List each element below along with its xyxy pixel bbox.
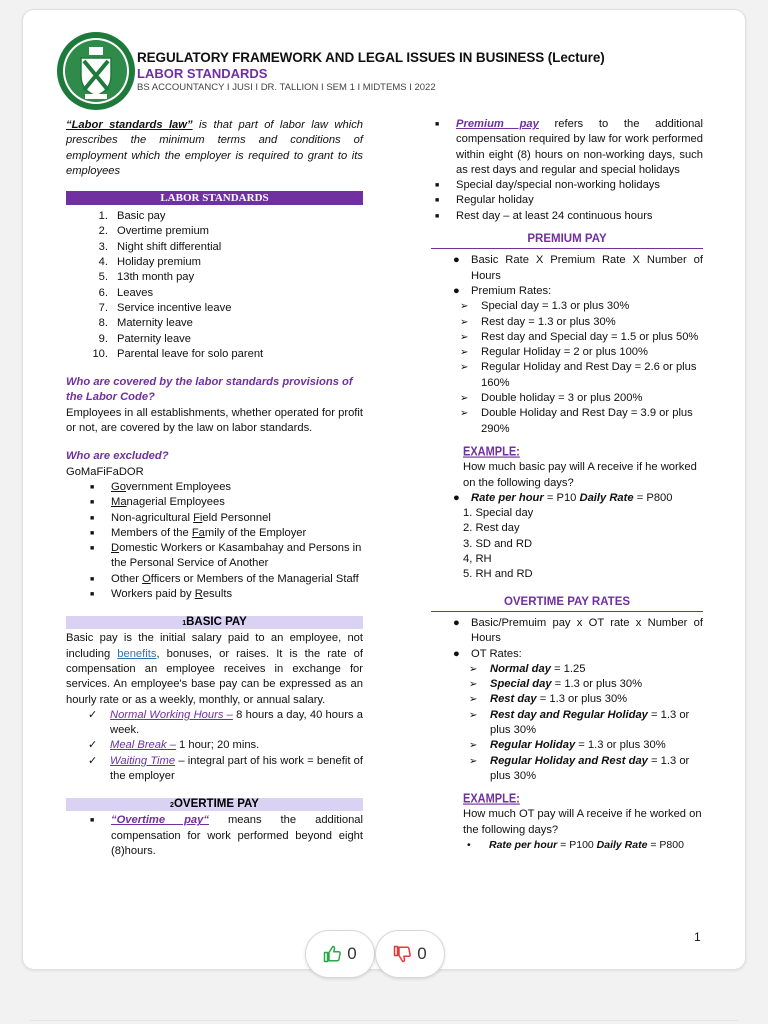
overtime-pay-heading: OVERTIME PAY bbox=[173, 798, 259, 811]
document-title: REGULATORY FRAMEWORK AND LEGAL ISSUES IN BUSINESS (Lecture) bbox=[137, 50, 605, 65]
list-item bbox=[469, 754, 703, 785]
excluded-rest: fficers or Members of the Managerial Staff bbox=[150, 572, 359, 585]
excluded-question: Who are excluded? bbox=[66, 450, 169, 463]
list-item bbox=[453, 253, 703, 284]
ot-rate-term-wrap bbox=[490, 709, 648, 721]
premium-rate: Double holiday = 3 or plus 200% bbox=[481, 392, 643, 405]
list-item bbox=[86, 541, 363, 572]
benefits-link[interactable]: benefits bbox=[117, 647, 157, 660]
square-bullet-icon: ■ bbox=[90, 817, 95, 825]
list-item bbox=[453, 491, 703, 506]
dot-bullet-icon: • bbox=[467, 839, 471, 852]
item-label: Leaves bbox=[117, 286, 154, 299]
square-bullet-icon: ■ bbox=[90, 483, 95, 491]
list-item bbox=[460, 360, 703, 391]
list-item bbox=[460, 315, 703, 330]
list-item bbox=[86, 255, 363, 270]
item-label: 13th month pay bbox=[117, 271, 195, 284]
arrow-bullet-icon: ➢ bbox=[460, 316, 469, 328]
example-day: 5. RH and RD bbox=[463, 568, 533, 581]
square-bullet-icon: ■ bbox=[90, 529, 95, 537]
example-2-label: EXAMPLE: bbox=[463, 792, 520, 806]
excluded-prefix: Members of the bbox=[111, 526, 192, 539]
list-item bbox=[86, 511, 363, 526]
arrow-bullet-icon: ➢ bbox=[469, 740, 478, 752]
labor-standards-list bbox=[66, 209, 363, 362]
basic-pay-text-1: Basic pay is the initial salary paid to an employee, not including bbox=[66, 632, 363, 660]
excluded-rest: vernment Employees bbox=[125, 480, 232, 493]
arrow-bullet-icon: ➢ bbox=[469, 709, 478, 721]
ot-rate-term-wrap bbox=[490, 739, 575, 751]
premium-rate: Regular Holiday and Rest Day = 2.6 or plus 160% bbox=[481, 361, 697, 389]
premium-intro-text bbox=[456, 178, 703, 193]
rate-per-hour-value: = P10 bbox=[543, 491, 580, 504]
list-item bbox=[86, 301, 363, 316]
checkmark-icon: ✓ bbox=[88, 708, 98, 721]
list-item bbox=[86, 286, 363, 301]
list-item bbox=[86, 224, 363, 239]
check-rest: 8 hours a day, 40 hours a week. bbox=[110, 708, 363, 737]
item-number: 7. bbox=[98, 301, 108, 314]
check-term: Waiting Time bbox=[110, 754, 176, 767]
list-item bbox=[86, 332, 363, 347]
excluded-mnemonic-letters: Fa bbox=[191, 526, 205, 539]
example-day: 2. Rest day bbox=[463, 522, 520, 535]
excluded-rest: nagerial Employees bbox=[126, 496, 225, 509]
item-number: 3. bbox=[98, 240, 108, 253]
overtime-pay-number: 2 bbox=[170, 802, 174, 810]
rate-per-hour-label: Rate per hour bbox=[489, 839, 558, 852]
premium-pay-list bbox=[431, 253, 703, 299]
list-item bbox=[431, 193, 703, 208]
overtime-text: means the additional compensation for work performed beyond eight (8)hours. bbox=[111, 814, 363, 857]
overtime-rates-heading: OVERTIME PAY RATES bbox=[431, 595, 703, 612]
ot-rate-term-wrap bbox=[490, 693, 537, 705]
premium-rate: Rest day = 1.3 or plus 30% bbox=[481, 315, 616, 328]
square-bullet-icon: ■ bbox=[90, 514, 95, 522]
document-subtitle: LABOR STANDARDS bbox=[137, 66, 268, 81]
example-1-question: How much basic pay will A receive if he worked on the following days? bbox=[463, 461, 697, 489]
square-bullet-icon: ■ bbox=[90, 499, 95, 507]
item-label: Service incentive leave bbox=[117, 301, 232, 314]
daily-rate-value: = P800 bbox=[647, 839, 684, 852]
excluded-mnemonic-letters: D bbox=[111, 542, 120, 555]
excluded-mnemonic-letters: Ma bbox=[111, 496, 127, 509]
list-item bbox=[431, 117, 703, 178]
list-item bbox=[86, 813, 363, 859]
checkmark-icon: ✓ bbox=[88, 739, 98, 752]
excluded-rest: eld Personnel bbox=[202, 511, 271, 524]
ot-rate-value: = 1.25 bbox=[550, 662, 586, 675]
list-item bbox=[86, 480, 363, 495]
item-label: Overtime premium bbox=[117, 225, 210, 238]
dot-bullet-icon: ● bbox=[453, 491, 460, 504]
intro-term: “Labor standards law” bbox=[66, 119, 193, 131]
example-day: 3. SD and RD bbox=[463, 537, 533, 550]
intro-paragraph bbox=[66, 118, 363, 179]
basic-pay-paragraph bbox=[66, 631, 363, 707]
page-number: 1 bbox=[694, 930, 701, 944]
premium-rate: Double Holiday and Rest Day = 3.9 or plus 290% bbox=[481, 407, 693, 435]
example-1-days bbox=[431, 506, 703, 582]
excluded-mnemonic: GoMaFiFaDOR bbox=[66, 465, 144, 478]
example-1-rate-list bbox=[431, 491, 703, 506]
check-text bbox=[110, 754, 363, 785]
premium-intro-rest: refers to the additional compensation required by law for work performed within eight (8) hours on non-working days, such as rest days and regular and special holidays bbox=[456, 118, 704, 176]
list-item bbox=[86, 240, 363, 255]
square-bullet-icon: ■ bbox=[435, 121, 440, 128]
dot-bullet-icon: ● bbox=[453, 616, 460, 629]
arrow-bullet-icon: ➢ bbox=[469, 755, 478, 767]
excluded-text bbox=[111, 587, 363, 602]
example-1-label: EXAMPLE: bbox=[463, 444, 520, 459]
excluded-list bbox=[66, 480, 363, 602]
ot-rate bbox=[490, 692, 703, 707]
covered-question: Who are covered by the labor standards provisions of the Labor Code? bbox=[66, 376, 353, 404]
premium-intro-list bbox=[431, 117, 703, 224]
excluded-text bbox=[111, 526, 363, 541]
arrow-bullet-icon: ➢ bbox=[460, 347, 469, 359]
basic-pay-number: 1 bbox=[182, 620, 187, 628]
list-item bbox=[469, 692, 703, 707]
item-number: 2. bbox=[98, 225, 108, 238]
ot-rate-term: Rest day bbox=[490, 693, 537, 706]
arrow-bullet-icon: ➢ bbox=[460, 331, 469, 343]
excluded-mnemonic-letters: R bbox=[194, 588, 203, 601]
premium-rate: Rest day and Special day = 1.5 or plus 50% bbox=[481, 330, 699, 343]
ot-rate bbox=[490, 738, 703, 753]
daily-rate-value: = P800 bbox=[633, 491, 673, 504]
list-item bbox=[460, 299, 703, 314]
list-item bbox=[86, 572, 363, 587]
ot-rate-term: Regular Holiday bbox=[490, 739, 576, 752]
ot-rate-value: = 1.3 or plus 30% bbox=[536, 693, 628, 706]
excluded-prefix: Non-agricultural bbox=[111, 511, 194, 524]
ot-rate-term-wrap bbox=[490, 755, 648, 767]
premium-rate: Regular Holiday = 2 or plus 100% bbox=[481, 346, 648, 359]
list-item bbox=[86, 495, 363, 510]
ot-rate-value: = 1.3 or plus 30% bbox=[490, 754, 690, 782]
item-number: 4. bbox=[98, 256, 108, 269]
square-bullet-icon: ■ bbox=[90, 591, 95, 599]
item-label: Parental leave for solo parent bbox=[117, 347, 264, 360]
rate-per-hour-label: Rate per hour bbox=[471, 491, 544, 504]
excluded-rest: omestic Workers or Kasambahay and Persons in the Personal Service of Another bbox=[111, 542, 362, 570]
ot-rate bbox=[490, 708, 703, 739]
premium-intro-rest: Rest day – at least 24 continuous hours bbox=[456, 209, 653, 222]
premium-pay-heading: PREMIUM PAY bbox=[431, 232, 703, 249]
ot-rate-value: = 1.3 or plus 30% bbox=[575, 739, 666, 752]
excluded-text bbox=[111, 541, 363, 572]
arrow-bullet-icon: ➢ bbox=[460, 393, 469, 405]
check-rest: 1 hour; 20 mins. bbox=[175, 739, 260, 752]
excluded-text bbox=[111, 480, 363, 495]
list-item bbox=[86, 316, 363, 331]
checkmark-icon: ✓ bbox=[88, 754, 98, 767]
basic-pay-bar bbox=[66, 616, 363, 629]
check-text bbox=[110, 708, 363, 739]
excluded-text bbox=[111, 572, 363, 587]
arrow-bullet-icon: ➢ bbox=[469, 663, 478, 675]
overtime-term: “Overtime pay“ bbox=[111, 814, 209, 827]
arrow-bullet-icon: ➢ bbox=[469, 679, 478, 691]
premium-rate: Special day = 1.3 or plus 30% bbox=[481, 300, 630, 313]
excluded-text bbox=[111, 495, 363, 510]
ot-rate bbox=[490, 677, 703, 692]
square-bullet-icon: ■ bbox=[435, 182, 440, 190]
ot-rate bbox=[490, 662, 703, 677]
ot-rate-value: = 1.3 or plus 30% bbox=[551, 678, 643, 691]
arrow-bullet-icon: ➢ bbox=[460, 301, 469, 313]
ot-rate bbox=[490, 754, 703, 785]
item-number: 10. bbox=[92, 347, 108, 360]
list-item bbox=[469, 662, 703, 677]
basic-pay-checklist bbox=[66, 708, 363, 784]
list-item bbox=[460, 345, 703, 360]
check-term: Normal Working Hours – bbox=[110, 708, 233, 721]
daily-rate-label: Daily Rate bbox=[579, 491, 634, 504]
ot-rates-label: OT Rates: bbox=[471, 647, 522, 660]
excluded-text bbox=[111, 511, 363, 526]
example-2-rate-list bbox=[431, 838, 703, 853]
list-item bbox=[431, 209, 703, 224]
list-item bbox=[86, 270, 363, 285]
premium-rates-list bbox=[431, 299, 703, 437]
arrow-bullet-icon: ➢ bbox=[469, 694, 478, 706]
example-2-question: How much OT pay will A receive if he worked on the following days? bbox=[463, 808, 702, 836]
excluded-mnemonic-letters: O bbox=[142, 572, 151, 585]
ot-rate-term: Normal day bbox=[490, 662, 551, 675]
document-meta: BS ACCOUNTANCY I JUSI I DR. TALLION I SEM 1 I MIDTEMS I 2022 bbox=[137, 82, 436, 93]
thumbs-up-icon bbox=[323, 945, 341, 963]
excluded-mnemonic-letters: Go bbox=[111, 480, 126, 493]
premium-term: Premium pay bbox=[456, 118, 539, 130]
list-item bbox=[86, 738, 363, 753]
rate-per-hour-value: = P100 bbox=[557, 839, 597, 852]
excluded-rest: mily of the Employer bbox=[204, 526, 307, 539]
list-item bbox=[469, 708, 703, 739]
list-item bbox=[469, 677, 703, 692]
premium-rates-label: Premium Rates: bbox=[471, 284, 552, 297]
excluded-mnemonic-letters: Fi bbox=[193, 511, 203, 524]
premium-intro-text bbox=[456, 193, 703, 208]
document-page bbox=[22, 9, 746, 970]
overtime-rates-list bbox=[431, 616, 703, 662]
excluded-prefix: Workers paid by bbox=[111, 588, 195, 601]
ot-rate-term: Regular Holiday and Rest day bbox=[490, 754, 648, 767]
list-item bbox=[460, 330, 703, 345]
list-item bbox=[453, 647, 703, 662]
check-text bbox=[110, 738, 363, 753]
list-item bbox=[453, 616, 703, 647]
ot-formula: Basic/Premuim pay x OT rate x Number of Hours bbox=[471, 616, 703, 645]
overtime-list bbox=[66, 813, 363, 859]
list-item bbox=[86, 708, 363, 739]
square-bullet-icon: ■ bbox=[435, 212, 440, 220]
item-number: 6. bbox=[98, 286, 108, 299]
ot-rates-sublist bbox=[431, 662, 703, 784]
list-item bbox=[460, 391, 703, 406]
dot-bullet-icon: ● bbox=[453, 254, 460, 267]
premium-intro-text bbox=[456, 117, 703, 178]
item-label: Holiday premium bbox=[117, 256, 201, 269]
ot-rate-term-wrap bbox=[490, 663, 551, 675]
square-bullet-icon: ■ bbox=[90, 545, 95, 553]
excluded-prefix: Other bbox=[111, 572, 143, 585]
covered-answer: Employees in all establishments, whether operated for profit or not, are covered by the law on labor standards. bbox=[66, 406, 363, 435]
thumbs-down-icon bbox=[393, 945, 411, 963]
list-item bbox=[460, 406, 703, 437]
labor-standards-bar: LABOR STANDARDS bbox=[66, 191, 363, 205]
dot-bullet-icon: ● bbox=[453, 284, 460, 297]
ot-rate-term-wrap bbox=[490, 678, 552, 690]
arrow-bullet-icon: ➢ bbox=[460, 362, 469, 374]
daily-rate-label: Daily Rate bbox=[596, 839, 648, 852]
footer-divider bbox=[30, 1020, 738, 1021]
item-label: Maternity leave bbox=[117, 317, 193, 330]
list-item bbox=[467, 838, 703, 853]
list-item bbox=[86, 526, 363, 541]
item-number: 5. bbox=[98, 271, 108, 284]
arrow-bullet-icon: ➢ bbox=[460, 408, 469, 420]
school-seal-logo bbox=[55, 30, 137, 112]
downvote-count: 0 bbox=[417, 944, 427, 963]
list-item bbox=[86, 209, 363, 224]
item-number: 1. bbox=[98, 210, 108, 223]
example-day: 1. Special day bbox=[463, 507, 534, 520]
excluded-rest: esults bbox=[202, 588, 233, 601]
ot-rate-term: Rest day and Regular Holiday bbox=[490, 708, 648, 721]
left-column bbox=[66, 118, 363, 859]
list-item bbox=[469, 738, 703, 753]
premium-formula: Basic Rate X Premium Rate X Number of Hours bbox=[471, 254, 703, 282]
upvote-button[interactable] bbox=[305, 930, 375, 978]
upvote-count: 0 bbox=[347, 944, 357, 963]
right-column bbox=[431, 117, 703, 853]
list-item bbox=[86, 587, 363, 602]
item-number: 8. bbox=[98, 317, 108, 330]
example-day: 4, RH bbox=[463, 553, 492, 566]
square-bullet-icon: ■ bbox=[90, 575, 95, 583]
item-number: 9. bbox=[98, 332, 108, 345]
list-item bbox=[431, 178, 703, 193]
dot-bullet-icon: ● bbox=[453, 647, 460, 660]
premium-intro-rest: Regular holiday bbox=[456, 194, 534, 207]
item-label: Basic pay bbox=[117, 210, 166, 223]
list-item bbox=[453, 284, 703, 299]
list-item bbox=[86, 754, 363, 785]
ot-rate-term: Special day bbox=[490, 678, 552, 691]
premium-intro-text bbox=[456, 209, 703, 224]
overtime-pay-bar bbox=[66, 798, 363, 811]
list-item bbox=[86, 347, 363, 362]
premium-intro-rest: Special day/special non-working holidays bbox=[456, 179, 660, 192]
ot-rate-value: = 1.3 or plus 30% bbox=[490, 708, 690, 736]
square-bullet-icon: ■ bbox=[435, 197, 440, 205]
downvote-button[interactable] bbox=[375, 930, 445, 978]
basic-pay-heading: BASIC PAY bbox=[186, 616, 247, 629]
check-rest: – integral part of his work = benefit of the employer bbox=[110, 754, 363, 782]
item-label: Paternity leave bbox=[117, 332, 192, 345]
check-term: Meal Break – bbox=[110, 739, 176, 752]
intro-text: is that part of labor law which prescribes the minimum terms and conditions of employment which the employer is required to grant to its employees bbox=[66, 119, 364, 177]
basic-pay-text-2: , bonuses, or raises. It is the rate of compensation an employee receives in exchange for services. An employee's base pay can be expressed as an hourly rate or as a weekly, monthly, or annual salary. bbox=[66, 647, 363, 706]
item-label: Night shift differential bbox=[117, 240, 222, 253]
